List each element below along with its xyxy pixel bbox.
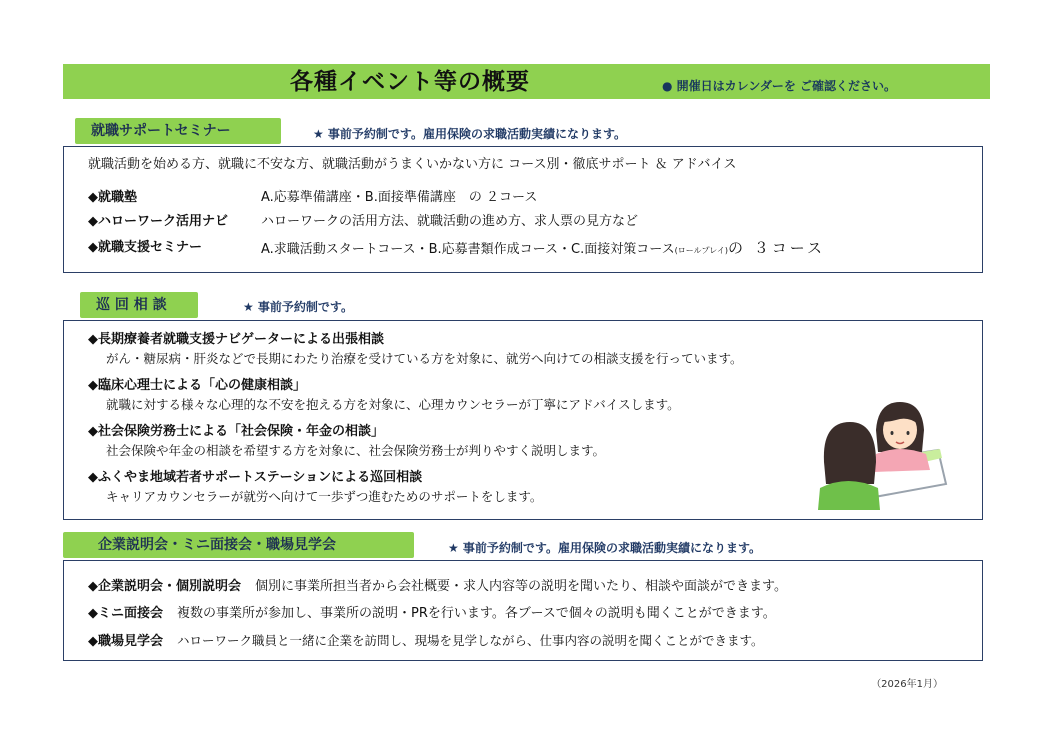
- company-event-name: ◆ミニ面接会: [88, 606, 163, 621]
- consultation-item-desc: キャリアカウンセラーが就労へ向けて一歩ずつ進むためのサポートをします。: [106, 489, 543, 504]
- company-events-reservation-note: ★ 事前予約制です。雇用保険の求職活動実績になります。: [448, 541, 762, 555]
- section-tab-company-events: 企業説明会・ミニ面接会・職場見学会: [63, 532, 414, 558]
- consultation-item-title: ◆ふくやま地域若者サポートステーションによる巡回相談: [88, 470, 423, 485]
- seminar-intro: 就職活動を始める方、就職に不安な方、就職活動がうまくいかない方に コース別・徹底サポート ＆ アドバイス: [88, 157, 737, 172]
- consultation-item-title: ◆社会保険労務士による「社会保険・年金の相談」: [88, 424, 384, 439]
- company-event-name: ◆職場見学会: [88, 634, 163, 649]
- company-event-desc: 個別に事業所担当者から会社概要・求人内容等の説明を聞いたり、相談や面談ができます。: [255, 579, 787, 594]
- calendar-note: ● 開催日はカレンダーを ご確認ください。: [662, 79, 897, 93]
- section-tab-consultation: 巡 回 相 談: [80, 292, 198, 318]
- company-event-item: [88, 605, 776, 623]
- consultation-illustration: [818, 392, 948, 510]
- seminar-item-name: ◆ハローワーク活用ナビ: [88, 214, 228, 229]
- consultation-reservation-note: ★ 事前予約制です。: [243, 300, 353, 314]
- issue-date: （2026年1月）: [871, 679, 943, 690]
- seminar-item-desc-tail: の ３コース: [727, 239, 825, 257]
- consultation-item-title: ◆長期療養者就職支援ナビゲーターによる出張相談: [88, 332, 384, 347]
- seminar-reservation-note: ★ 事前予約制です。雇用保険の求職活動実績になります。: [313, 127, 627, 141]
- seminar-item-desc: ハローワークの活用方法、就職活動の進め方、求人票の見方など: [261, 214, 639, 229]
- company-event-desc: 複数の事業所が参加し、事業所の説明・PRを行います。各ブースで個々の説明も聞くことができます。: [177, 606, 776, 621]
- company-event-item: [88, 632, 764, 651]
- consultation-item-desc: 就職に対する様々な心理的な不安を抱える方を対象に、心理カウンセラーが丁寧にアドバイスします。: [106, 397, 680, 412]
- section-tab-seminar: 就職サポートセミナー: [75, 118, 281, 144]
- consultation-item-desc: がん・糖尿病・肝炎などで長期にわたり治療を受けている方を対象に、就労へ向けての相談支援を行っています。: [106, 351, 743, 366]
- company-event-desc: ハローワーク職員と一緒に企業を訪問し、現場を見学しながら、仕事内容の説明を聞くことができます。: [177, 633, 764, 648]
- seminar-item-desc-small: (ロールプレイ): [674, 246, 728, 255]
- company-event-name: ◆企業説明会・個別説明会: [88, 579, 241, 594]
- seminar-item-desc: A.応募準備講座・B.面接準備講座 の ２コース: [261, 190, 538, 205]
- company-event-item: [88, 578, 787, 596]
- seminar-item-desc: [261, 239, 825, 260]
- page-title: 各種イベント等の概要: [290, 69, 530, 95]
- seminar-item-desc-main: A.求職活動スタートコース・B.応募書類作成コース・C.面接対策コース: [261, 242, 675, 257]
- seminar-item-name: ◆就職塾: [88, 190, 137, 205]
- consultation-item-title: ◆臨床心理士による「心の健康相談」: [88, 378, 306, 393]
- seminar-item-name: ◆就職支援セミナー: [88, 240, 202, 255]
- consultation-item-desc: 社会保険や年金の相談を希望する方を対象に、社会保険労務士が判りやすく説明します。: [106, 443, 606, 458]
